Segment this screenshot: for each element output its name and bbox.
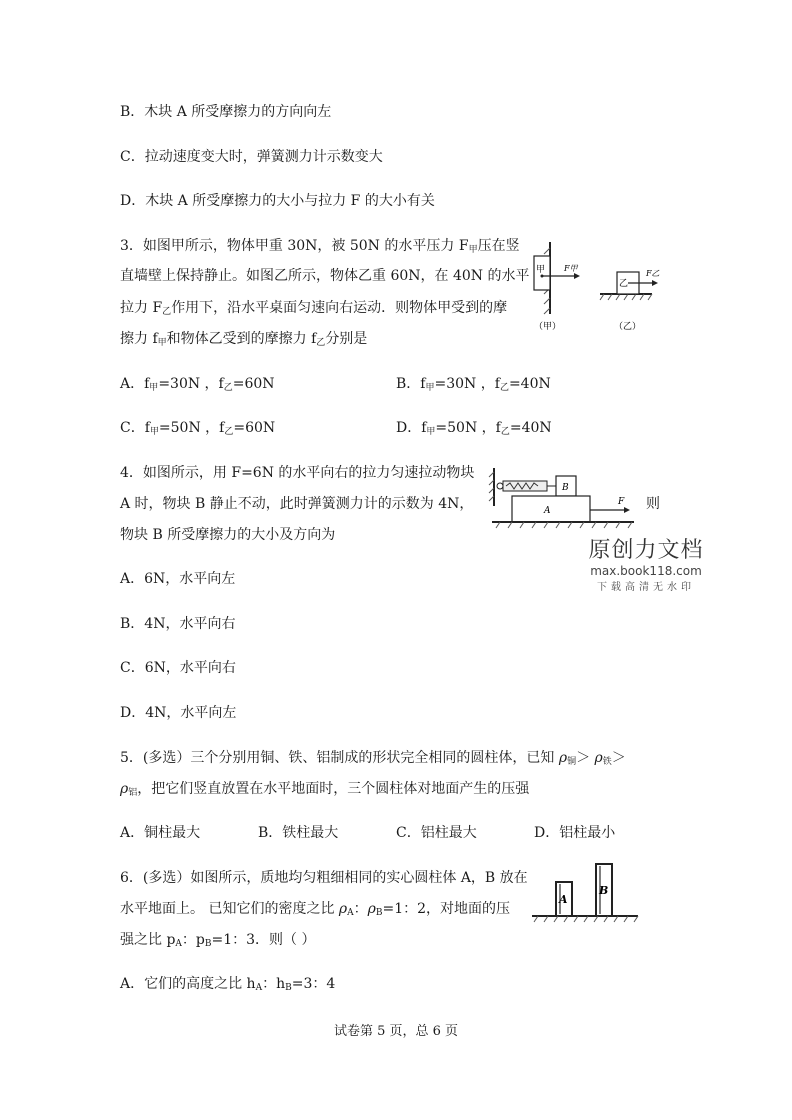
block-a-label: A — [544, 506, 551, 516]
q3-figure — [522, 236, 702, 336]
q3-stem-line1: 3．如图甲所示，物体甲重 30N，被 50N 的水平压力 $F_甲$压在竖 — [120, 238, 520, 255]
watermark-url: max.book118.com — [590, 564, 702, 578]
q4-stem-line3: 物块 B 所受摩擦力的大小及方向为 — [120, 527, 336, 543]
caption-jia: （甲） — [534, 322, 562, 332]
q6-stem-line2: 水平地面上。 已知它们的密度之比 $\rho_A$：$\rho_B=1$：2，对地面的压 — [120, 901, 511, 918]
q4-stem-line2-tail: 则 — [646, 496, 660, 512]
q5-option-a: A．铜柱最大 — [120, 825, 201, 841]
q5-option-b: B．铁柱最大 — [258, 825, 339, 841]
force-yi-label: F乙 — [646, 269, 660, 278]
q5-stem-line1: 5．(多选）三个分别用铜、铁、铝制成的形状完全相同的圆柱体，已知 $\rho_铜> \rho_铁>$ — [120, 750, 626, 767]
q4-option-c: C．6N，水平向右 — [120, 660, 236, 676]
q6-option-a: A．它们的高度之比 $h_A$：$h_B=3$：4 — [120, 976, 336, 993]
q4-figure — [488, 466, 638, 532]
q3-option-d: D．$f_甲=50N$ ，$f_乙=40N$ — [396, 420, 552, 437]
q4-option-a: A．6N，水平向左 — [120, 571, 236, 587]
q4-option-d: D．4N，水平向左 — [120, 705, 237, 721]
q4-stem-line2: A 时，物块 B 静止不动，此时弹簧测力计的示数为 4N， — [120, 496, 474, 512]
spring-scale — [503, 481, 547, 491]
force-f-label: F — [618, 497, 625, 507]
q3-stem-line3: 拉力 $F_乙$作用下，沿水平桌面匀速向右运动．则物体甲受到的摩 — [120, 300, 508, 317]
watermark — [580, 533, 712, 593]
q6-stem-line1: 6．(多选）如图所示，质地均匀粗细相同的实心圆柱体 A，B 放在 — [120, 870, 528, 886]
block-yi-label: 乙 — [619, 279, 629, 289]
q3-option-a: A．$f_甲=30N$ ，$f_乙=60N$ — [120, 376, 275, 393]
watermark-sub: 下载高清无水印 — [597, 582, 695, 593]
block-jia-label: 甲 — [536, 265, 546, 275]
q3-stem-line4: 擦力 $f_甲$和物体乙受到的摩擦力 $f_乙$分别是 — [120, 331, 368, 348]
option-b-prev: B．木块 A 所受摩擦力的方向向左 — [120, 104, 332, 120]
q6-stem-line3: 强之比 $p_A$：$p_B=1$：3．则（ ） — [120, 932, 316, 949]
block-b-label: B — [562, 483, 569, 493]
q5-option-d: D．铝柱最小 — [534, 825, 616, 841]
q6-figure — [530, 858, 642, 928]
q4-option-b: B．4N，水平向右 — [120, 616, 236, 632]
block-a — [512, 496, 590, 522]
page-footer: 试卷第 5 页，总 6 页 — [333, 1024, 459, 1039]
option-d-prev: D．木块 A 所受摩擦力的大小与拉力 F 的大小有关 — [120, 193, 435, 209]
force-jia-label: F甲 — [564, 264, 578, 273]
cylinder-b-label: B — [599, 884, 609, 897]
option-c-prev: C．拉动速度变大时，弹簧测力计示数变大 — [120, 149, 383, 165]
q3-stem-line2: 直墙壁上保持静止。如图乙所示，物体乙重 60N，在 40N 的水平 — [120, 268, 530, 284]
q5-option-c: C．铝柱最大 — [396, 825, 477, 841]
caption-yi: （乙） — [614, 322, 642, 332]
q5-stem-line2: $\rho_铝$，把它们竖直放置在水平地面时，三个圆柱体对地面产生的压强 — [120, 781, 530, 798]
q3-option-c: C．$f_甲=50N$ ，$f_乙=60N$ — [120, 420, 276, 437]
watermark-title: 原创力文档 — [588, 538, 704, 563]
q3-option-b: B．$f_甲=30N$ ，$f_乙=40N$ — [396, 376, 551, 393]
cylinder-a-label: A — [559, 893, 568, 906]
q4-stem-line1: 4．如图所示，用 F=6N 的水平向右的拉力匀速拉动物块 — [120, 465, 475, 481]
